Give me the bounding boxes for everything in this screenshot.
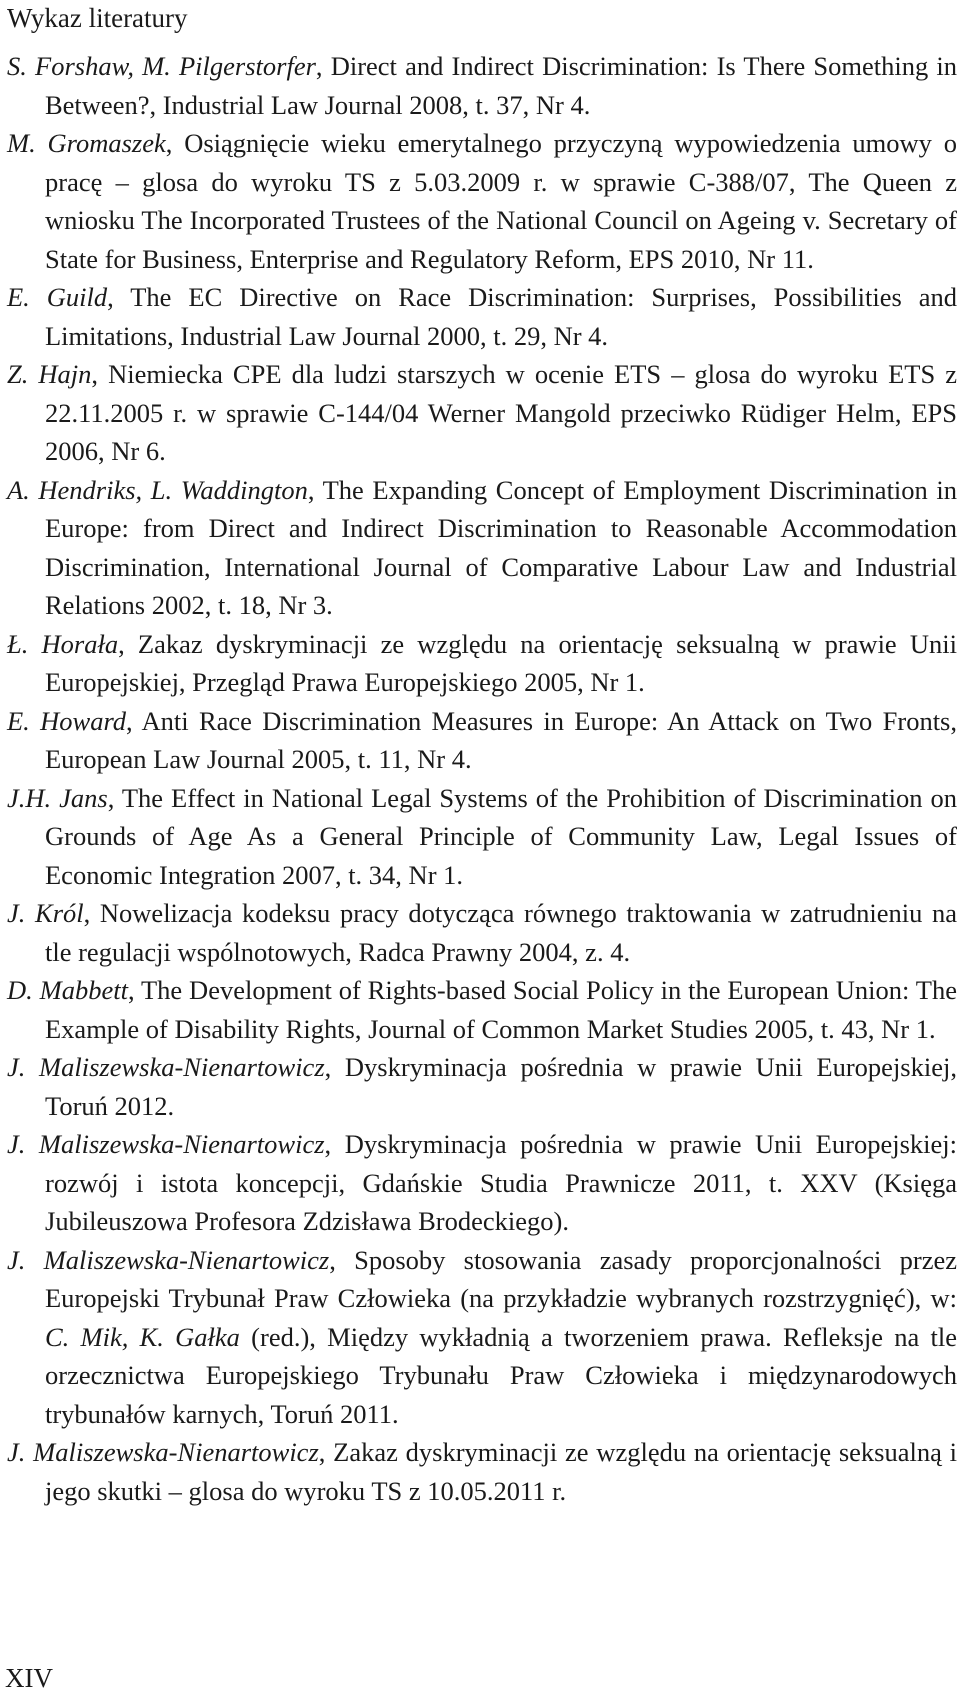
- bibliography-entry: [7, 894, 957, 971]
- page-number: XIV: [5, 1663, 53, 1693]
- bibliography-entry: [7, 278, 957, 355]
- bibliography-entry: [7, 625, 957, 702]
- entry-details: , The EC Directive on Race Discrimination: Surprises, Possibilities and Limitations, Industrial Law Journal 2000, t. 29, Nr 4.: [45, 282, 957, 351]
- entry-details: , Anti Race Discrimination Measures in Europe: An Attack on Two Fronts, European Law Journal 2005, t. 11, Nr 4.: [45, 705, 957, 774]
- entry-author: J. Maliszewska-Nienartowicz: [7, 1244, 330, 1275]
- entry-details: , Direct and Indirect Discrimination: Is There Something in Between?, Industrial Law Journal 2008, t. 37, Nr 4.: [45, 51, 957, 120]
- entry-details: , Dyskryminacja pośrednia w prawie Unii Europejskiej, Toruń 2012.: [45, 1052, 957, 1121]
- bibliography-entry: [7, 471, 957, 625]
- entry-author: M. Gromaszek: [7, 128, 166, 158]
- entry-details: , Sposoby stosowania zasady proporcjonalności przez Europejski Trybunał Praw Człowieka (na przykładzie wybranych rozstrzygnięć), w:: [45, 1244, 957, 1313]
- bibliography-entry: [7, 1241, 957, 1434]
- bibliography-entry: [7, 47, 957, 124]
- bibliography-entry: [7, 702, 957, 779]
- bibliography-entry: [7, 1433, 957, 1510]
- entry-author: J. Maliszewska-Nienartowicz: [7, 1129, 325, 1159]
- entry-author: J.H. Jans: [7, 782, 108, 813]
- entry-details: , Nowelizacja kodeksu pracy dotycząca równego traktowania w zatrudnieniu na tle regulacji wspólnotowych, Radca Prawny 2004, z. 4.: [45, 898, 957, 967]
- bibliography-entry: [7, 779, 957, 895]
- entry-details: , Zakaz dyskryminacji ze względu na orientację seksualną w prawie Unii Europejskiej, Przegląd Prawa Europejskiego 2005, Nr 1.: [45, 628, 957, 697]
- entry-details: , Zakaz dyskryminacji ze względu na orientację seksualną i jego skutki – glosa do wyroku TS z 10.05.2011 r.: [45, 1437, 957, 1506]
- section-heading: Wykaz literatury: [7, 3, 188, 33]
- entry-author: S. Forshaw, M. Pilgerstorfer: [7, 51, 316, 81]
- entry-details: , The Development of Rights-based Social Policy in the European Union: The Example of Disability Rights, Journal of Common Market Studies 2005, t. 43, Nr 1.: [45, 975, 957, 1044]
- entry-author: Z. Hajn: [7, 359, 92, 389]
- bibliography-entry: [7, 124, 957, 278]
- bibliography-entry: [7, 1125, 957, 1241]
- entry-details: , The Expanding Concept of Employment Discrimination in Europe: from Direct and Indirect Discrimination to Reasonable Accommodation Discrimination, International Journal of Comparative Labour Law and Industrial Relations 2002, t. 18, Nr 3.: [45, 474, 957, 620]
- entry-details: , Osiągnięcie wieku emerytalnego przyczyną wypowiedzenia umowy o pracę – glosa do wyroku TS z 5.03.2009 r. w sprawie C-388/07, The Queen z wniosku The Incorporated Trustees of the National Council on Ageing v. Secretary of State for Business, Enterprise and Regulatory Reform, EPS 2010, Nr 11.: [45, 128, 957, 274]
- entry-author: D. Mabbett: [7, 975, 128, 1005]
- bibliography-entry: [7, 971, 957, 1048]
- entry-editors: C. Mik, K. Gałka: [45, 1321, 240, 1352]
- entry-author: Ł. Horała: [7, 628, 119, 659]
- entry-details: , The Effect in National Legal Systems of the Prohibition of Discrimination on Grounds of Age As a General Principle of Community Law, Legal Issues of Economic Integration 2007, t. 34, Nr 1.: [45, 782, 957, 890]
- entry-author: A. Hendriks, L. Waddington: [7, 474, 308, 505]
- bibliography-entry: [7, 355, 957, 471]
- entry-details: , Niemiecka CPE dla ludzi starszych w ocenie ETS – glosa do wyroku ETS z 22.11.2005 r. w sprawie C-144/04 Werner Mangold przeciwko Rüdiger Helm, EPS 2006, Nr 6.: [45, 359, 957, 466]
- entry-author: J. Maliszewska-Nienartowicz: [7, 1437, 319, 1467]
- bibliography-entry: [7, 1048, 957, 1125]
- entry-details: , Dyskryminacja pośrednia w prawie Unii Europejskiej: rozwój i istota koncepcji, Gdańskie Studia Prawnicze 2011, t. XXV (Księga Jubileuszowa Profesora Zdzisława Brodeckiego).: [45, 1129, 957, 1236]
- entry-author: J. Maliszewska-Nienartowicz: [7, 1052, 325, 1082]
- entry-author: E. Howard: [7, 705, 127, 736]
- entry-author: J. Król: [7, 898, 84, 928]
- bibliography-list: [7, 47, 957, 1510]
- entry-author: E. Guild: [7, 282, 108, 312]
- entry-details-continued: (red.), Między wykładnią a tworzeniem prawa. Refleksje na tle orzecznictwa Europejskiego Trybunału Praw Człowieka i międzynarodowych trybunałów karnych, Toruń 2011.: [45, 1321, 958, 1429]
